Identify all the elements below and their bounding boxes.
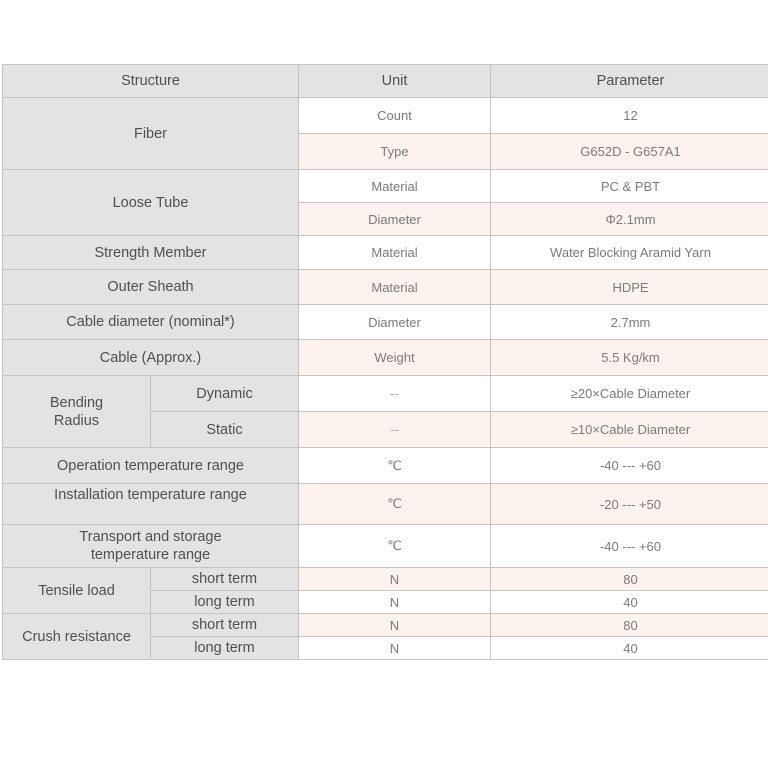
table-row (3, 376, 768, 412)
subgroup-long-term: long term (151, 637, 299, 660)
unit-cell: -- (299, 376, 491, 412)
group-loose-tube: Loose Tube (3, 170, 299, 236)
unit-cell: ℃ (299, 525, 491, 568)
parameter-cell: 80 (491, 614, 768, 637)
spec-table (2, 64, 768, 660)
group-cable-weight: Cable (Approx.) (3, 340, 299, 376)
parameter-cell: G652D - G657A1 (491, 134, 768, 170)
table-row (3, 448, 768, 484)
unit-cell: Material (299, 170, 491, 203)
parameter-cell: Φ2.1mm (491, 203, 768, 236)
unit-cell: Diameter (299, 305, 491, 340)
group-strength-member: Strength Member (3, 236, 299, 270)
parameter-cell: -40 --- +60 (491, 525, 768, 568)
group-operation-temp: Operation temperature range (3, 448, 299, 484)
unit-cell: -- (299, 412, 491, 448)
subgroup-static: Static (151, 412, 299, 448)
subgroup-long-term: long term (151, 591, 299, 614)
table-row (3, 236, 768, 270)
group-tensile-load: Tensile load (3, 568, 151, 614)
parameter-cell: PC & PBT (491, 170, 768, 203)
table-row (3, 98, 768, 134)
group-fiber: Fiber (3, 98, 299, 170)
header-unit: Unit (299, 65, 491, 98)
unit-cell: Diameter (299, 203, 491, 236)
subgroup-dynamic: Dynamic (151, 376, 299, 412)
unit-cell: ℃ (299, 484, 491, 525)
unit-cell: Count (299, 98, 491, 134)
unit-cell: N (299, 614, 491, 637)
table-row (3, 568, 768, 591)
table-row (3, 305, 768, 340)
parameter-cell: -20 --- +50 (491, 484, 768, 525)
group-cable-diameter: Cable diameter (nominal*) (3, 305, 299, 340)
parameter-cell: HDPE (491, 270, 768, 305)
group-bending-radius: Bending Radius (3, 376, 151, 448)
unit-cell: ℃ (299, 448, 491, 484)
group-crush-resistance: Crush resistance (3, 614, 151, 660)
parameter-cell: ≥20×Cable Diameter (491, 376, 768, 412)
unit-cell: N (299, 568, 491, 591)
group-installation-temp: Installation temperature range (3, 484, 299, 525)
parameter-cell: ≥10×Cable Diameter (491, 412, 768, 448)
unit-cell: N (299, 591, 491, 614)
header-row (3, 65, 768, 98)
table-row (3, 170, 768, 203)
table-row (3, 484, 768, 525)
unit-cell: Material (299, 270, 491, 305)
table-row (3, 340, 768, 376)
parameter-cell: 12 (491, 98, 768, 134)
group-transport-temp: Transport and storage temperature range (3, 525, 299, 568)
parameter-cell: 2.7mm (491, 305, 768, 340)
subgroup-short-term: short term (151, 568, 299, 591)
parameter-cell: 80 (491, 568, 768, 591)
parameter-cell: 40 (491, 637, 768, 660)
parameter-cell: 5.5 Kg/km (491, 340, 768, 376)
header-parameter: Parameter (491, 65, 768, 98)
parameter-cell: -40 --- +60 (491, 448, 768, 484)
parameter-cell: Water Blocking Aramid Yarn (491, 236, 768, 270)
header-structure: Structure (3, 65, 299, 98)
unit-cell: Type (299, 134, 491, 170)
group-outer-sheath: Outer Sheath (3, 270, 299, 305)
subgroup-short-term: short term (151, 614, 299, 637)
unit-cell: N (299, 637, 491, 660)
table-row (3, 270, 768, 305)
parameter-cell: 40 (491, 591, 768, 614)
table-row (3, 525, 768, 568)
table-row (3, 614, 768, 637)
unit-cell: Material (299, 236, 491, 270)
unit-cell: Weight (299, 340, 491, 376)
